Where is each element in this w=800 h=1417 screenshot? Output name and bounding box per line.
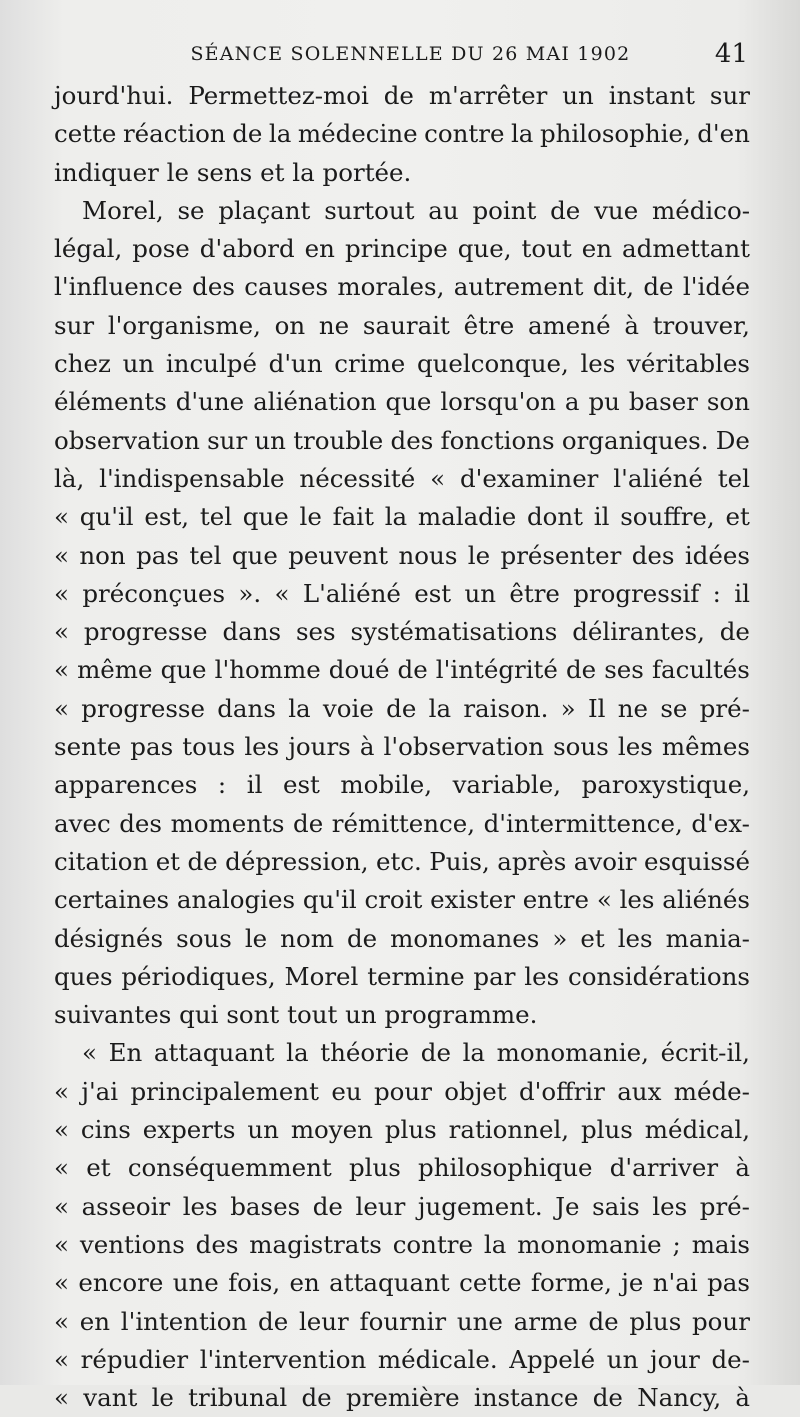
text-line: sur l'organisme, on ne saurait être amené à trouver, xyxy=(54,310,750,340)
text-line: ques périodiques, Morel termine par les considérations xyxy=(54,961,750,991)
text-line: avec des moments de rémittence, d'intermittence, d'ex- xyxy=(54,808,750,838)
text-line: l'influence des causes morales, autrement dit, de l'idée xyxy=(54,272,750,302)
text-line: « qu'il est, tel que le fait la maladie dont il souffre, et xyxy=(54,502,750,532)
text-line: « progresse dans ses systématisations délirantes, de xyxy=(54,617,750,647)
text-line: « progresse dans la voie de la raison. » Il ne se pré- xyxy=(54,693,750,723)
running-head: SÉANCE SOLENNELLE DU 26 MAI 1902 xyxy=(190,43,631,65)
text-line: « En attaquant la théorie de la monomanie, écrit-il, xyxy=(82,1038,750,1068)
text-line: désignés sous le nom de monomanes » et les mania- xyxy=(54,923,750,953)
text-line: « non pas tel que peuvent nous le présenter des idées xyxy=(54,540,750,570)
text-line: « et conséquemment plus philosophique d'arriver à xyxy=(54,1153,750,1183)
text-line: là, l'indispensable nécessité « d'examiner l'aliéné tel xyxy=(54,463,750,493)
text-line: cette réaction de la médecine contre la philosophie, d'en xyxy=(54,119,750,149)
text-line: apparences : il est mobile, variable, paroxystique, xyxy=(54,770,750,800)
body-text xyxy=(54,77,750,1417)
text-line: chez un inculpé d'un crime quelconque, les véritables xyxy=(54,349,750,379)
text-line: Morel, se plaçant surtout au point de vue médico- xyxy=(82,195,750,225)
text-line: suivantes qui sont tout un programme. xyxy=(54,1000,538,1030)
text-line: « cins experts un moyen plus rationnel, plus médical, xyxy=(54,1115,750,1145)
text-line: « encore une fois, en attaquant cette forme, je n'ai pas xyxy=(54,1268,750,1298)
text-line: « préconçues ». « L'aliéné est un être progressif : il xyxy=(54,578,750,608)
text-line: « j'ai principalement eu pour objet d'offrir aux méde- xyxy=(54,1076,750,1106)
text-line: jourd'hui. Permettez-moi de m'arrêter un instant sur xyxy=(54,81,750,110)
page-header xyxy=(56,36,748,72)
text-line: légal, pose d'abord en principe que, tout en admettant xyxy=(54,234,750,264)
text-line: certaines analogies qu'il croit exister entre « les aliénés xyxy=(54,885,750,915)
page-number: 41 xyxy=(714,39,748,69)
text-line: citation et de dépression, etc. Puis, après avoir esquissé xyxy=(54,846,750,876)
text-line: « ventions des magistrats contre la monomanie ; mais xyxy=(54,1229,750,1259)
text-line: « en l'intention de leur fournir une arme de plus pour xyxy=(54,1306,750,1336)
text-line: « répudier l'intervention médicale. Appelé un jour de- xyxy=(54,1344,750,1374)
text-line: « même que l'homme doué de l'intégrité de ses facultés xyxy=(54,655,750,685)
text-line: « asseoir les bases de leur jugement. Je sais les pré- xyxy=(54,1191,750,1221)
text-line: observation sur un trouble des fonctions organiques. De xyxy=(54,425,750,455)
text-line: indiquer le sens et la portée. xyxy=(54,157,412,187)
text-line: éléments d'une aliénation que lorsqu'on a pu baser son xyxy=(54,387,750,417)
text-line: sente pas tous les jours à l'observation sous les mêmes xyxy=(54,732,750,762)
text-line: « vant le tribunal de première instance de Nancy, à xyxy=(54,1383,750,1413)
